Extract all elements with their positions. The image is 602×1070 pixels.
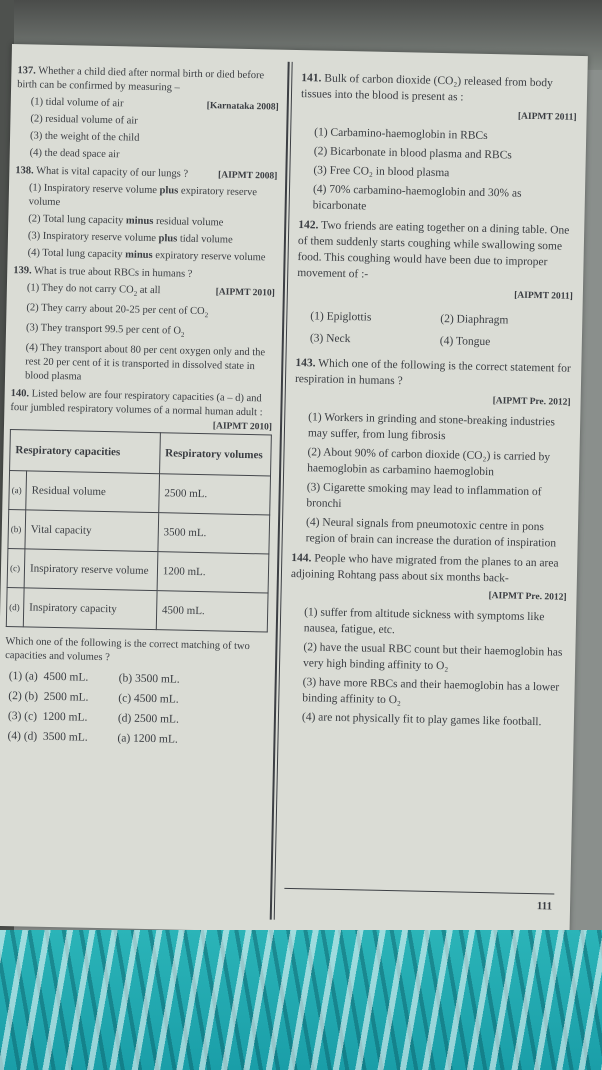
option: (2) residual volume of air (30, 113, 138, 127)
option: (4) They transport about 80 per cent oxygen only and the rest 20 per cent of it is transported in dissolved state in blood plasma (24, 342, 266, 383)
exam-tag: [AIPMT Pre. 2012] (488, 591, 567, 603)
matching-options (7, 669, 266, 748)
option: (1) tidal volume of air [Karnataka 2008] (30, 96, 279, 113)
option: (1) Carbamino-haemoglobin in RBCs (314, 126, 488, 142)
question-143: 143. Which one of the following is the correct statement for respiration in humans ? [AIPMT Pre. 2012] (1) Workers in grinding and stone-breaking industries may suffer, from lung fibrosis (2) About 90% of carbon dioxide (CO₂) is carried by haemoglobin as carbamino haemoglobin (3) Cigarette smoking may lead to inflammation of bronchi (4) Neural signals from pneumotoxic centre in pons region of brain can increase the duration of inspiration (292, 355, 572, 552)
option: (3) Cigarette smoking may lead to inflammation of bronchi (306, 481, 542, 511)
option: (1) Inspiratory reserve volume plus expiratory reserve volume (28, 182, 258, 209)
option: (4) 70% carbamino-haemoglobin and 30% as bicarbonate (312, 183, 522, 213)
option: (3) Free CO₂ in blood plasma (313, 164, 450, 180)
table-row: (a) Residual volume 2500 mL. (9, 471, 271, 515)
option: (3) (c) 1200 mL. (7, 710, 88, 725)
capacities-table (6, 429, 272, 632)
question-139: 139. What is true about RBCs in humans ? (1) They do not carry $CO_2$ at all [AIPMT 2010] (2) They carry about 20-25 per cent of $CO_2$ (3) They transport 99.5 per cent of $O_2$ (4) They transport about 80 per cent oxygen only and the rest 20 per cent of it is transported in dissolved state in blood plasma (11, 264, 275, 389)
exam-tag: [AIPMT 2011] (517, 111, 577, 123)
option: (4) Total lung capacity minus expiratory reserve volume (27, 247, 266, 264)
option: (d) 2500 mL. (117, 712, 180, 726)
option: (3) They transport 99.5 per cent of $O_2$ (25, 322, 185, 339)
right-column (288, 70, 578, 735)
option: (2) (b) 2500 mL. (8, 690, 89, 705)
question-137: 137. Whether a child died after normal birth or died before birth can be confirmed by measuring – (1) tidal volume of air [Karnataka 2008] (2) residual volume of air (3) the weight of the child (4) the dead space air (16, 64, 280, 165)
option: (1) suffer from altitude sickness with symptoms like nausea, fatigue, etc. (303, 606, 545, 637)
option: (1) Epiglottis (310, 310, 372, 324)
footer-rule (284, 888, 554, 895)
question-142: 142. Two friends are eating together on a dining table. One of them suddenly starts coughing while swallowing some food. This coughing would have been due to improper movement of :- [AIPMT 2011] (1) Epiglottis (2) Diaphragm (3) Neck (4) Tongue (296, 217, 575, 355)
option: (a) 1200 mL. (117, 732, 178, 746)
page-number: 111 (536, 900, 553, 913)
question-144: 144. People who have migrated from the planes to an area adjoining Rohtang pass about six months back- [AIPMT Pre. 2012] (1) suffer from altitude sickness with symptoms like nausea, fatigue, etc. (2) have the usual RBC count but their haemoglobin has very high binding affinity to O₂ (3) have more RBCs and their haemoglobin has a lower binding affinity to O₂ (4) are not physically fit to play games like football. (288, 550, 568, 731)
option: (4) Tongue (439, 335, 491, 349)
table-row: (d) Inspiratory capacity 4500 mL. (6, 588, 268, 632)
question-141: 141. Bulk of carbon dioxide (CO₂) released from body tissues into the blood is present as : [AIPMT 2011] (1) Carbamino-haemoglobin in RBCs (2) Bicarbonate in blood plasma and RBCs (3) Free CO₂ in blood plasma (4) 70% carbamino-haemoglobin and 30% as bicarbonate (299, 70, 578, 219)
table-row: (c) Inspiratory reserve volume 1200 mL. (7, 549, 269, 593)
table-row: (b) Vital capacity 3500 mL. (8, 510, 270, 554)
textbook-page (0, 44, 588, 938)
option: (4) (d) 3500 mL. (7, 730, 88, 745)
option: (2) Diaphragm (440, 313, 509, 327)
left-column (3, 64, 279, 753)
exam-tag: [AIPMT 2011] (514, 290, 573, 302)
option: (3) Inspiratory reserve volume plus tidal volume (27, 230, 233, 246)
option: (2) have the usual RBC count but their haemoglobin has very high binding affinity to O₂ (302, 641, 563, 673)
matching-question: Which one of the following is the correct matching of two capacities and volumes ? (5, 636, 250, 664)
question-140: 140. Listed below are four respiratory capacities (a – d) and four jumbled respiratory volumes of a normal human adult : [AIPMT 2010] Respiratory capacities Respiratory volumes (a) Residual volume 2500 mL. (b) Vital capacity 3500 mL. (c) Inspiratory reserve volume 1200 mL. (d) Inspiratory capacity 4500 mL. Which one of the following is the correct matching of two capacities and volumes ? (1) (a) 4500 mL. (b) 3500 mL. (2) (b) 2500 mL. (c) 4500 mL. (3) (c) 1200 mL. (d) 2500 mL. (4) (d) 3500 mL. (a) 1200 mL. (3, 387, 272, 748)
option: (3) the weight of the child (29, 130, 140, 144)
option: (3) have more RBCs and their haemoglobin has a lower binding affinity to O₂ (302, 676, 560, 707)
option: (2) Bicarbonate in blood plasma and RBCs (313, 145, 512, 162)
option: (1) Workers in grinding and stone-breaking industries may suffer, from lung fibrosis (307, 411, 556, 443)
fabric-background (0, 930, 602, 1070)
option: (4) are not physically fit to play games like football. (301, 711, 542, 729)
option: (2) Total lung capacity minus residual volume (28, 213, 224, 229)
table-header-row: Respiratory capacities Respiratory volumes (10, 430, 272, 476)
option-grid (296, 305, 573, 355)
option: (2) About 90% of carbon dioxide (CO₂) is carried by haemoglobin as carbamino haemoglobin (307, 446, 551, 479)
question-138: 138. What is vital capacity of our lungs ? [AIPMT 2008] (1) Inspiratory reserve volume plus expiratory reserve volume (2) Total lung capacity minus residual volume (3) Inspiratory reserve volume plus tidal volume (4) Total lung capacity minus expiratory reserve volume (13, 164, 277, 265)
option: (1) They do not carry $CO_2$ at all [AIPMT 2010] (26, 282, 275, 299)
option: (b) 3500 mL. (118, 672, 180, 686)
option: (4) Neural signals from pneumotoxic centre in pons region of brain can increase the duration of inspiration (305, 516, 557, 550)
option: (3) Neck (309, 332, 351, 346)
option: (1) (a) 4500 mL. (8, 670, 89, 685)
option: (2) They carry about 20-25 per cent of $CO_2$ (26, 302, 209, 320)
option: (c) 4500 mL. (118, 692, 179, 706)
option: (4) the dead space air (29, 147, 120, 161)
exam-tag: [AIPMT Pre. 2012] (492, 396, 571, 408)
